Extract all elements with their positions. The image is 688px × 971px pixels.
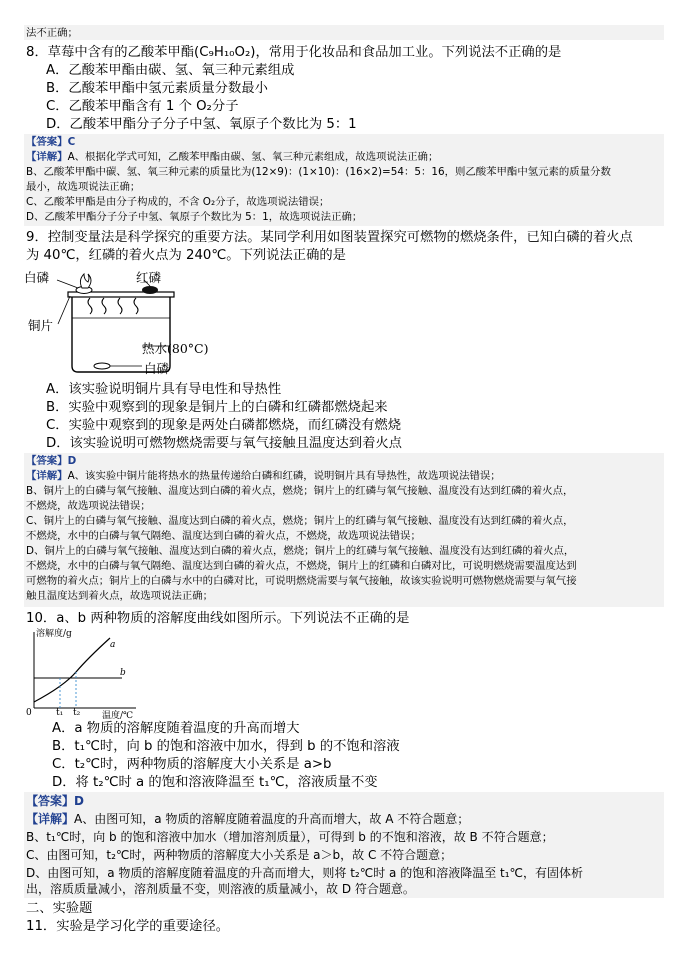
label-hot-water: 热水(80°C) (142, 341, 209, 356)
q10-answer (26, 793, 84, 809)
q8-stem: 8．草莓中含有的乙酸苯甲酯(C₉H₁₀O₂)，常用于化妆品和食品加工业。下列说法不正确的是 (26, 45, 562, 60)
top-line: 法不正确； (26, 27, 78, 39)
origin-label: 0 (26, 708, 32, 718)
detail-tag: 【详解】 (26, 470, 68, 482)
y-axis-label: 溶解度/g (36, 629, 72, 639)
q9-option-c: C．实验中观察到的现象是两处白磷都燃烧，而红磷没有燃烧 (46, 418, 402, 433)
q10-stem: 10．a、b 两种物质的溶解度曲线如图所示。下列说法不正确的是 (26, 611, 410, 626)
detail-text: A、该实验中铜片能将热水的热量传递给白磷和红磷，说明铜片具有导热性，故选项说法错误； (67, 470, 501, 482)
q9-detail-line: 不燃烧，故选项说法错误； (26, 500, 151, 512)
q9-detail-line (26, 469, 501, 483)
detail-text: A、由图可知，a 物质的溶解度随着温度的升高而增大，故 A 不符合题意； (74, 812, 470, 826)
q8-detail-line: 最小，故选项说法正确； (26, 181, 141, 193)
q9-stem-line2: 为 40℃，红磷的着火点为 240℃。下列说法正确的是 (26, 248, 346, 263)
q8-option-a: A．乙酸苯甲酯由碳、氢、氧三种元素组成 (46, 63, 295, 78)
answer-tag: 【答案】 (26, 136, 68, 148)
q9-detail-line: D、铜片上的白磷与氧气接触、温度达到白磷的着火点，燃烧；铜片上的红磷与氧气接触、温度没有达到红磷的着火点， (26, 545, 575, 557)
q10-detail-line: C、由图可知，t₂℃时，两种物质的溶解度大小关系是 a＞b，故 C 不符合题意； (26, 848, 453, 862)
answer-tag: 【答案】 (26, 455, 68, 467)
curve-a (34, 638, 110, 702)
q10-detail-line: B、t₁℃时，向 b 的饱和溶液中加水（增加溶剂质量），可得到 b 的不饱和溶液，故 B 不符合题意； (26, 830, 554, 844)
q8-detail-line: D、乙酸苯甲酯分子分子中氢、氧原子个数比为 5：1，故选项说法正确； (26, 211, 363, 223)
detail-tag: 【详解】 (26, 812, 75, 826)
curve-b-label: b (120, 668, 126, 678)
q9-answer (26, 454, 76, 468)
label-white-phosphorus-top: 白磷 (24, 270, 50, 285)
shaded-block (24, 25, 664, 40)
detail-text: A、根据化学式可知，乙酸苯甲酯由碳、氢、氧三种元素组成，故选项说法正确； (67, 151, 439, 163)
q10-option-d: D．将 t₂℃时 a 的饱和溶液降温至 t₁℃，溶液质量不变 (52, 775, 378, 790)
q9-option-d: D．该实验说明可燃物燃烧需要与氧气接触且温度达到着火点 (46, 436, 402, 451)
label-white-phosphorus-bottom: 白磷 (144, 361, 170, 376)
section-heading: 二、实验题 (26, 901, 93, 916)
q9-detail-line: 触且温度达到着火点，故选项说法正确； (26, 590, 214, 602)
q10-option-b: B．t₁℃时，向 b 的饱和溶液中加水，得到 b 的不饱和溶液 (52, 739, 400, 754)
answer-value: D (74, 794, 84, 808)
q9-figure (24, 266, 244, 378)
q10-figure (24, 628, 144, 720)
q10-detail-line (26, 811, 469, 827)
q10-detail-line: D、由图可知，a 物质的溶解度随着温度的升高而增大，则将 t₂℃时 a 的饱和溶液降温至 t₁℃，有固体析 (26, 866, 584, 880)
q9-option-b: B．实验中观察到的现象是铜片上的白磷和红磷都燃烧起来 (46, 400, 388, 415)
flame-icon (80, 274, 91, 288)
white-phosphorus-bottom (94, 363, 110, 369)
steam-line (118, 298, 122, 314)
red-phosphorus (142, 286, 158, 294)
q9-detail-line: C、铜片上的白磷与氧气接触、温度达到白磷的着火点，燃烧；铜片上的红磷与氧气接触、温度没有达到红磷的着火点， (26, 515, 574, 527)
q8-detail-line: C、乙酸苯甲酯是由分子构成的，不含 O₂分子，故选项说法错误； (26, 196, 330, 208)
steam-line (88, 298, 92, 314)
answer-tag: 【答案】 (26, 794, 75, 808)
q9-detail-line: B、铜片上的白磷与氧气接触、温度达到白磷的着火点，燃烧；铜片上的红磷与氧气接触、温度没有达到红磷的着火点， (26, 485, 574, 497)
steam-line (134, 298, 138, 314)
curve-a-label: a (110, 640, 116, 650)
q8-answer (26, 135, 75, 149)
q10-option-c: C．t₂℃时，两种物质的溶解度大小关系是 a>b (52, 757, 332, 772)
label-red-phosphorus: 红磷 (136, 270, 162, 285)
label-copper-plate: 铜片 (28, 318, 54, 333)
t2-label: t₂ (73, 708, 81, 718)
q9-detail-line: 可燃物的着火点；铜片上的白磷与水中的白磷对比，可说明燃烧需要与氧气接触，故该实验说明可燃物燃烧需要与氧气接 (26, 575, 577, 587)
q9-option-a: A．该实验说明铜片具有导电性和导热性 (46, 382, 282, 397)
answer-value: C (67, 136, 76, 148)
t1-label: t₁ (56, 708, 64, 718)
x-axis-label: 温度/℃ (102, 711, 134, 721)
beaker-diagram (24, 266, 244, 378)
answer-value: D (67, 455, 77, 467)
q9-detail-line: 不燃烧，水中的白磷与氧气隔绝、温度达到白磷的着火点，不燃烧，铜片上的红磷和白磷对比，可说明燃烧需要温度达到 (26, 560, 577, 572)
q11-stem: 11．实验是学习化学的重要途径。 (26, 919, 230, 934)
steam-line (102, 298, 106, 314)
q9-detail-line: 不燃烧，水中的白磷与氧气隔绝、温度达到白磷的着火点，不燃烧，故选项说法错误； (26, 530, 421, 542)
q8-option-b: B．乙酸苯甲酯中氢元素质量分数最小 (46, 81, 268, 96)
q8-detail-line: B、乙酸苯甲酯中碳、氢、氧三种元素的质量比为(12×9)：(1×10)：(16×2)=54：5：16，则乙酸苯甲酯中氢元素的质量分数 (26, 166, 611, 178)
q9-stem-line1: 9．控制变量法是科学探究的重要方法。某同学利用如图装置探究可燃物的燃烧条件，已知白磷的着火点 (26, 230, 633, 245)
solubility-curve-chart (24, 628, 144, 720)
q10-detail-line: 出，溶质质量减小，溶剂质量不变，则溶液的质量减小，故 D 符合题意。 (26, 882, 415, 896)
q10-option-a: A．a 物质的溶解度随着温度的升高而增大 (52, 721, 300, 736)
q8-option-d: D．乙酸苯甲酯分子分子中氢、氧原子个数比为 5：1 (46, 117, 357, 132)
q8-option-c: C．乙酸苯甲酯含有 1 个 O₂分子 (46, 99, 239, 114)
detail-tag: 【详解】 (26, 151, 68, 163)
q8-detail-line (26, 150, 438, 164)
